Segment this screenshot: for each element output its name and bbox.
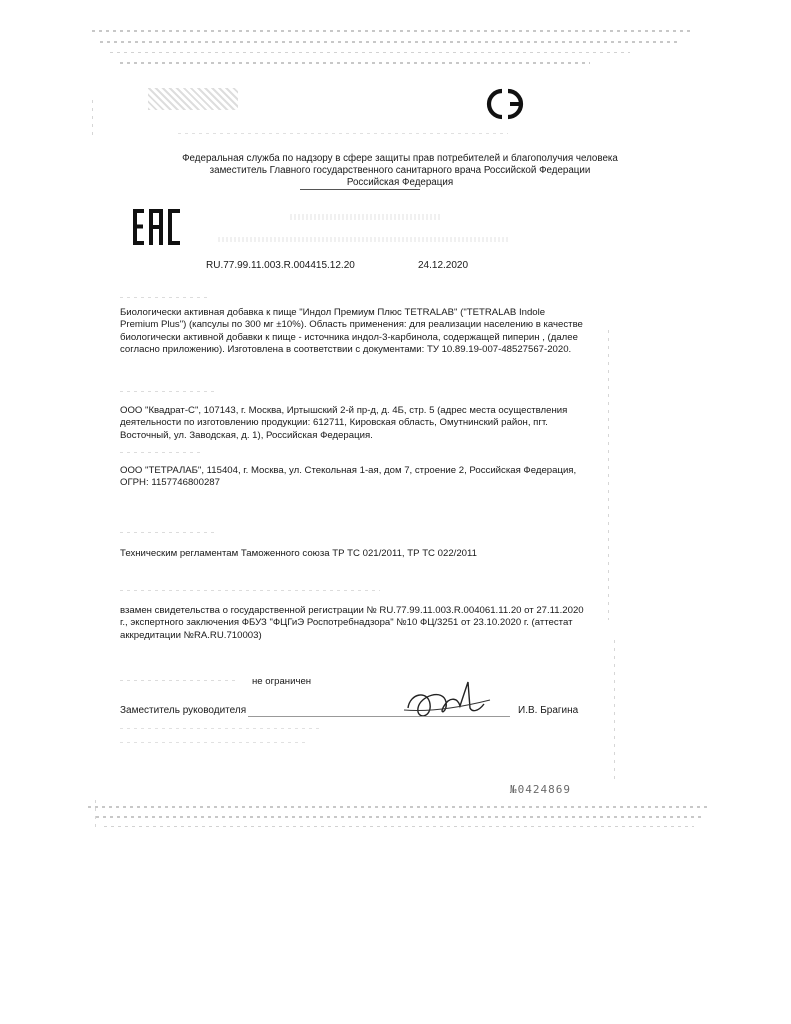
scan-noise <box>96 816 704 818</box>
section-label-faint <box>120 452 200 453</box>
signatory-name: И.В. Брагина <box>518 705 579 716</box>
signatory-role: Заместитель руководителя <box>120 705 247 716</box>
faint-stamp-block <box>148 88 238 110</box>
conformity-logo-icon <box>478 86 538 122</box>
certificate-date: 24.12.2020 <box>418 260 469 271</box>
scan-noise <box>92 100 93 140</box>
scan-noise <box>608 330 609 620</box>
manufacturer-details: ООО "Квадрат-С", 107143, г. Москва, Иртышский 2-й пр-д, д. 4Б, стр. 5 (адрес места осуществления деятельности по изготовлению продукции: 612711, Кировская область, Омутнинский район, пгт. Восточный, ул. Заводская, д. 1), Российская Федерация. <box>120 405 568 441</box>
scan-noise <box>218 237 508 242</box>
agency-name: Федеральная служба по надзору в сфере защиты прав потребителей и благополучия человека <box>182 153 618 164</box>
section-label-faint <box>120 680 238 681</box>
scan-noise <box>290 214 440 220</box>
recipient-details: ООО "ТЕТРАЛАБ", 115404, г. Москва, ул. Стекольная 1-ая, дом 7, строение 2, Российская Федерация, ОГРН: 1157746800287 <box>120 465 577 489</box>
scan-noise <box>120 62 590 64</box>
scan-noise <box>614 640 615 780</box>
scan-noise <box>120 742 305 743</box>
scan-noise <box>92 30 692 32</box>
product-description: Биологически активная добавка к пище "Индол Премиум Плюс TETRALAB" ("TETRALAB Indole Premium Plus") (капсулы по 300 мг ±10%). Область применения: для реализации населению в качестве биологически активной добавки к пище - источника индол-3-карбинола, содержащей пиперин , (далее согласно приложению). Изготовлена в соответствии с документами: ТУ 10.89.19-007-48527567-2020. <box>120 307 583 356</box>
divider <box>300 189 420 190</box>
signature-line <box>248 716 510 717</box>
compliance-text: Техническим регламентам Таможенного союза ТР ТС 021/2011, ТР ТС 022/2011 <box>120 548 477 559</box>
scan-noise <box>120 728 320 729</box>
serial-number: №0424869 <box>510 783 571 796</box>
official-title: заместитель Главного государственного санитарного врача Российской Федерации <box>209 165 591 176</box>
section-label-faint <box>120 297 208 298</box>
eac-mark-icon <box>132 208 182 246</box>
scan-noise <box>100 41 680 43</box>
scan-noise <box>95 800 96 830</box>
scan-noise <box>178 133 508 134</box>
signature-mark <box>398 668 498 733</box>
country-name: Российская Федерация <box>346 177 454 188</box>
section-label-faint <box>120 532 215 533</box>
scan-noise <box>104 826 694 827</box>
section-label-faint <box>120 391 215 392</box>
validity-term: не ограничен <box>252 676 312 687</box>
certificate-number: RU.77.99.11.003.R.004415.12.20 <box>206 260 355 271</box>
scan-noise <box>88 806 710 808</box>
basis-text: взамен свидетельства о государственной регистрации № RU.77.99.11.003.R.004061.11.20 от 27.11.2020 г., экспертного заключения ФБУЗ "ФЦГиЭ Роспотребнадзора" №10 ФЦ/3251 от 23.10.2020 г. (аттестат аккредитации №RA.RU.710003) <box>120 605 584 641</box>
scan-noise <box>110 52 630 53</box>
section-label-faint <box>120 590 380 591</box>
